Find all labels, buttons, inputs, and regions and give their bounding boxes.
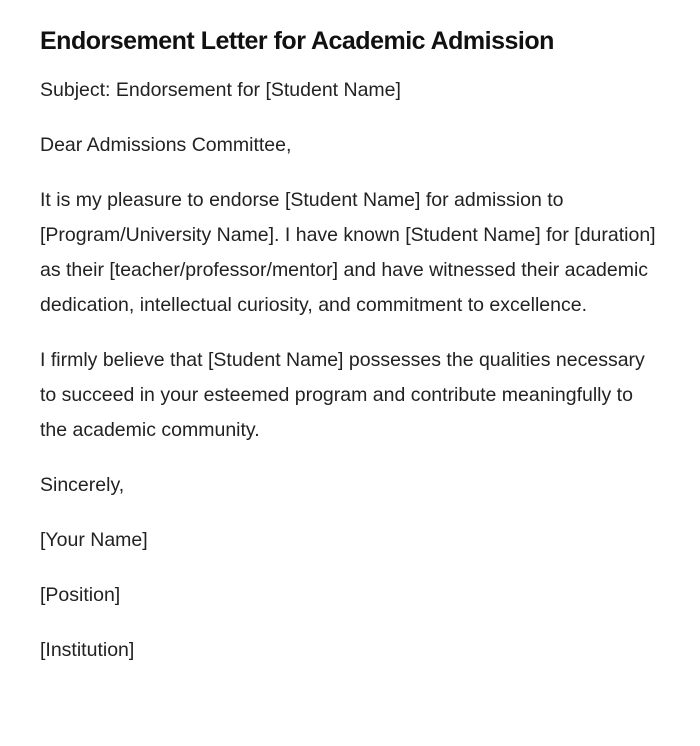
body-paragraph: It is my pleasure to endorse [Student Name] for admission to [Program/University Name]. I have known [Student Name] for [duration] as their [teacher/professor/mentor] and have witnessed their academic dedication, intellectual curiosity, and commitment to excellence. (40, 189, 656, 316)
salutation: Dear Admissions Committee, (40, 134, 292, 156)
signature-position: [Position] (40, 584, 121, 606)
document-title: Endorsement Letter for Academic Admission (40, 27, 554, 55)
subject-line: Subject: Endorsement for [Student Name] (40, 79, 401, 101)
signature-name: [Your Name] (40, 529, 148, 551)
signature-institution: [Institution] (40, 639, 135, 661)
closing: Sincerely, (40, 474, 125, 496)
body-paragraph: I firmly believe that [Student Name] possesses the qualities necessary to succeed in your esteemed program and contribute meaningfully to the academic community. (40, 349, 645, 441)
